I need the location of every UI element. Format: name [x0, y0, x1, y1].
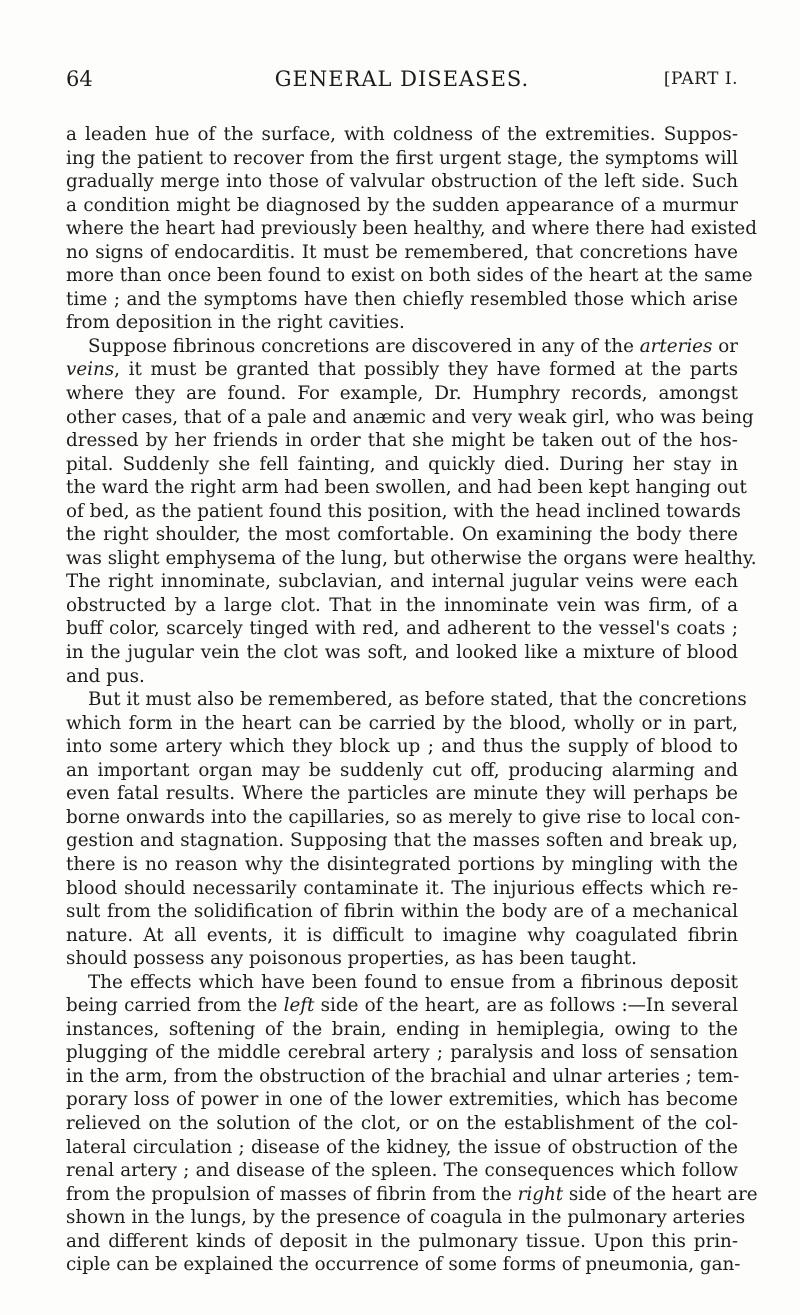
text-line: Suppose fibrinous concretions are discovered in any of the arteries or: [88, 335, 738, 357]
text-line: where they are found. For example, Dr. Humphry records, amongst: [66, 383, 738, 405]
text-line: veins, it must be granted that possibly they have formed at the parts: [66, 359, 738, 381]
text-line: into some artery which they block up ; and thus the supply of blood to: [66, 736, 738, 758]
text-line: from the propulsion of masses of fibrin from the right side of the heart are: [66, 1183, 758, 1205]
text-line: dressed by her friends in order that she might be taken out of the hos-: [66, 430, 738, 452]
chapter-title: GENERAL DISEASES.: [274, 67, 530, 91]
text-line: renal artery ; and disease of the spleen. The consequences which follow: [66, 1160, 738, 1182]
text-line: the ward the right arm had been swollen, and had been kept hanging out: [66, 477, 747, 499]
text-line: plugging of the middle cerebral artery ; paralysis and loss of sensation: [66, 1042, 738, 1064]
text-line: and different kinds of deposit in the pulmonary tissue. Upon this prin-: [66, 1230, 738, 1252]
text-line: porary loss of power in one of the lower extremities, which has become: [66, 1089, 738, 1111]
text-line: blood should necessarily contaminate it. The injurious effects which re-: [66, 877, 738, 899]
text-line: The effects which have been found to ensue from a fibrinous deposit: [88, 971, 738, 993]
page-number: 64: [66, 67, 93, 91]
running-head: [66, 64, 738, 94]
text-line: should possess any poisonous properties, as has been taught.: [66, 948, 637, 970]
text-line: sult from the solidification of fibrin within the body are of a mechanical: [66, 901, 738, 923]
text-line: from deposition in the right cavities.: [66, 312, 405, 334]
text-line: was slight emphysema of the lung, but otherwise the organs were healthy.: [66, 547, 757, 569]
text-line: in the jugular vein the clot was soft, and looked like a mixture of blood: [66, 642, 738, 664]
text-line: of bed, as the patient found this position, with the head inclined towards: [66, 500, 741, 522]
text-line: a condition might be diagnosed by the sudden appearance of a murmur: [66, 194, 738, 216]
part-label: [PART I.: [663, 69, 738, 89]
text-line: more than once been found to exist on both sides of the heart at the same: [66, 265, 753, 287]
text-line: no signs of endocarditis. It must be remembered, that concretions have: [66, 241, 738, 263]
text-line: and pus.: [66, 665, 145, 687]
text-line: where the heart had previously been healthy, and where there had existed: [66, 218, 757, 240]
text-line: instances, softening of the brain, ending in hemiplegia, owing to the: [66, 1018, 738, 1040]
text-line: gradually merge into those of valvular obstruction of the left side. Such: [66, 171, 738, 193]
text-line: other cases, that of a pale and anæmic and very weak girl, who was being: [66, 406, 754, 428]
text-line: But it must also be remembered, as before stated, that the concretions: [88, 689, 747, 711]
text-line: a leaden hue of the surface, with coldness of the extremities. Suppos-: [66, 124, 738, 145]
text-line: lateral circulation ; disease of the kidney, the issue of obstruction of the: [66, 1136, 738, 1158]
text-line: an important organ may be suddenly cut off, producing alarming and: [66, 759, 738, 781]
text-line: in the arm, from the obstruction of the brachial and ulnar arteries ; tem-: [66, 1065, 740, 1087]
text-line: being carried from the left side of the heart, are as follows :—In several: [66, 995, 738, 1017]
text-line: there is no reason why the disintegrated portions by mingling with the: [66, 853, 738, 875]
text-line: nature. At all events, it is difficult to imagine why coagulated fibrin: [66, 924, 738, 946]
text-line: relieved on the solution of the clot, or on the establishment of the col-: [66, 1112, 738, 1134]
text-line: borne onwards into the capillaries, so as merely to give rise to local con-: [66, 806, 741, 828]
text-line: time ; and the symptoms have then chiefly resembled those which arise: [66, 288, 738, 310]
text-line: the right shoulder, the most comfortable. On examining the body there: [66, 524, 738, 546]
text-line: buff color, scarcely tinged with red, and adherent to the vessel's coats ;: [66, 618, 738, 640]
text-line: ciple can be explained the occurrence of some forms of pneumonia, gan-: [66, 1254, 741, 1276]
text-line: pital. Suddenly she fell fainting, and quickly died. During her stay in: [66, 453, 738, 475]
text-line: shown in the lungs, by the presence of coagula in the pulmonary arteries: [66, 1207, 746, 1229]
text-line: ing the patient to recover from the first urgent stage, the symptoms will: [66, 147, 738, 169]
body-text: [66, 123, 758, 1277]
text-line: which form in the heart can be carried by the blood, wholly or in part,: [66, 712, 738, 734]
text-line: obstructed by a large clot. That in the innominate vein was firm, of a: [66, 594, 738, 616]
text-line: gestion and stagnation. Supposing that the masses soften and break up,: [66, 830, 738, 852]
text-line: The right innominate, subclavian, and internal jugular veins were each: [66, 571, 738, 593]
text-line: even fatal results. Where the particles are minute they will perhaps be: [66, 783, 738, 805]
